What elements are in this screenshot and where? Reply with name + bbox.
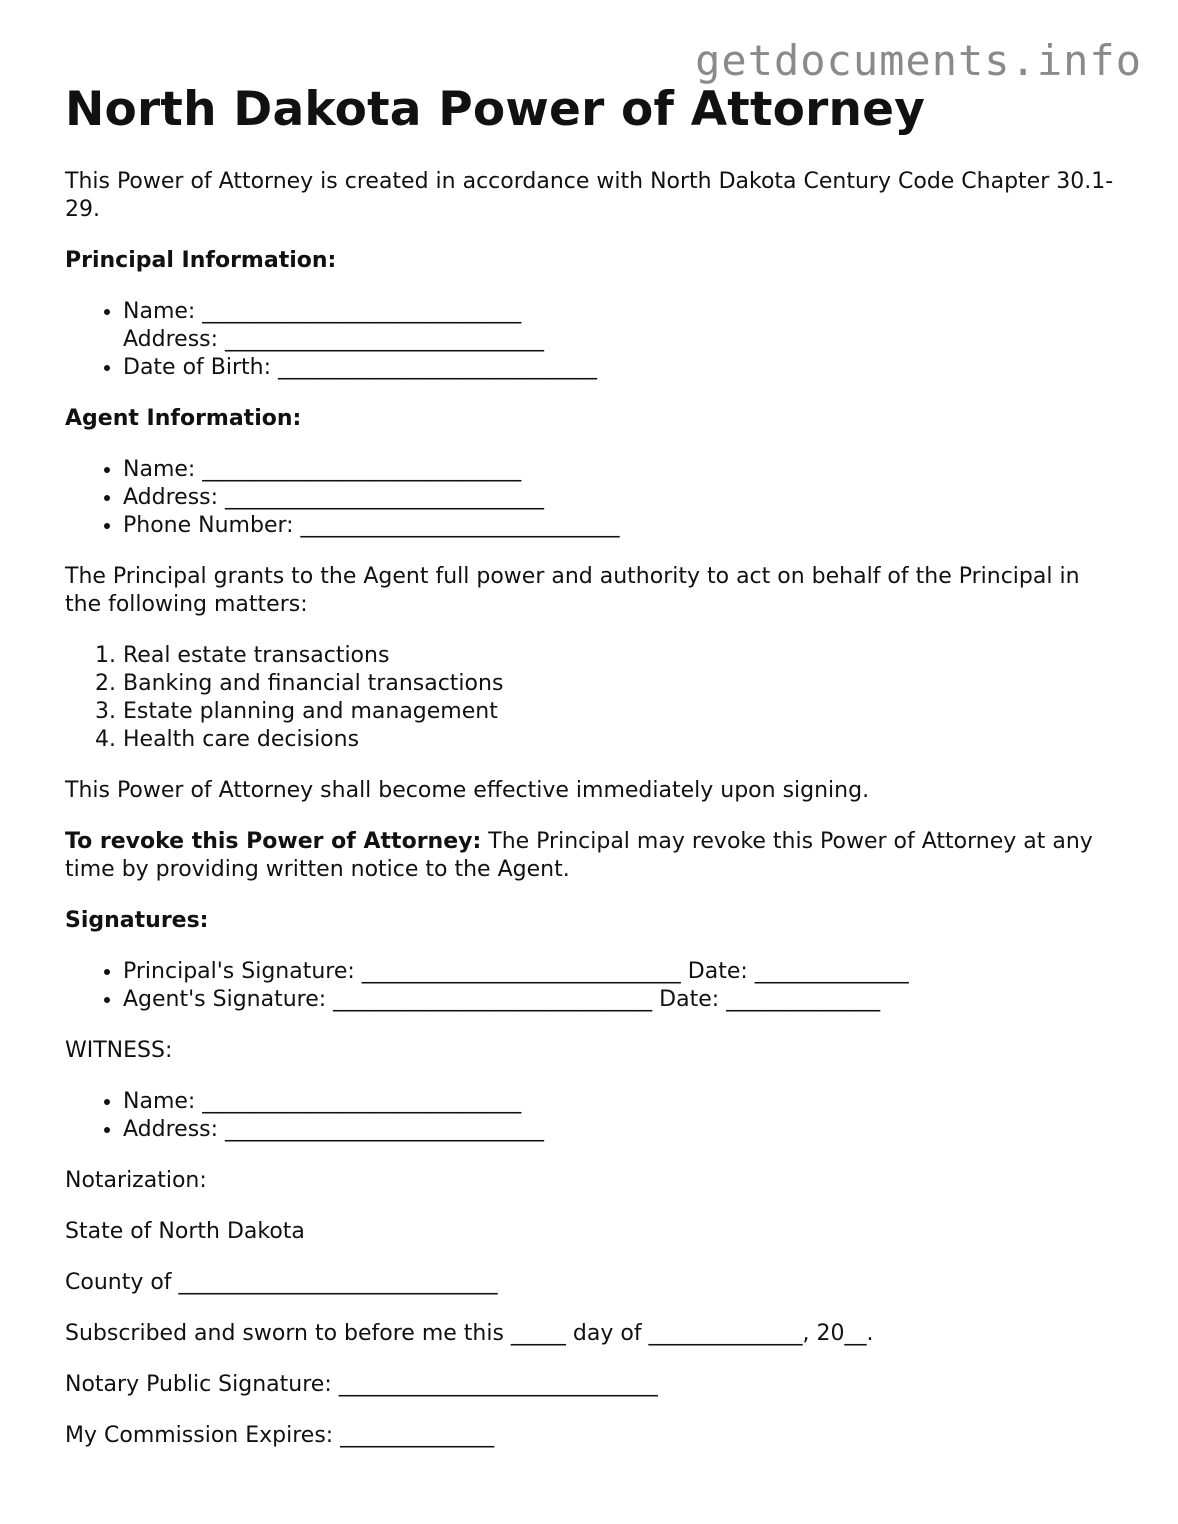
revoke-text: The Principal may revoke this Power of Attorney at any time by providing written notice to the Agent. [65,829,1093,882]
principal-signature-line: • Principal's Signature: _____________________________ Date: ______________ [123,958,1115,986]
watermark: getdocuments.info [695,36,1142,85]
matter-item: 2. Banking and financial transactions [123,670,1115,698]
witness-name-field: • Name: _____________________________ [123,1088,1115,1116]
agent-info-list [65,456,1115,540]
witness-heading: WITNESS: [65,1038,173,1063]
matter-item: 4. Health care decisions [123,726,1115,754]
revoke-label: To revoke this Power of Attorney: [65,829,482,854]
agent-heading: Agent Information: [65,406,302,431]
notary-sworn-line: Subscribed and sworn to before me this _____ day of ______________, 20__. [65,1321,874,1346]
matters-list [65,642,1115,754]
document-body [65,82,1115,1473]
principal-address-text: Address: _____________________________ [123,327,545,352]
signatures-list [65,958,1115,1014]
intro-paragraph: This Power of Attorney is created in accordance with North Dakota Century Code Chapter 30.1-29. [65,169,1114,222]
matter-item: 3. Estate planning and management [123,698,1115,726]
matter-item: 1. Real estate transactions [123,642,1115,670]
grant-paragraph: The Principal grants to the Agent full power and authority to act on behalf of the Principal in the following matters: [65,564,1080,617]
document-title: North Dakota Power of Attorney [65,82,926,137]
effective-paragraph: This Power of Attorney shall become effective immediately upon signing. [65,778,870,803]
revoke-paragraph [65,828,1115,884]
agent-phone-field: • Phone Number: _____________________________ [123,512,1115,540]
agent-address-field: • Address: _____________________________ [123,484,1115,512]
witness-address-field: • Address: _____________________________ [123,1116,1115,1144]
signatures-heading: Signatures: [65,908,209,933]
principal-name-field [123,298,1115,354]
agent-signature-line: • Agent's Signature: _____________________________ Date: ______________ [123,986,1115,1014]
principal-info-list [65,298,1115,382]
notary-state: State of North Dakota [65,1219,305,1244]
principal-heading: Principal Information: [65,248,337,273]
notary-commission-line: My Commission Expires: ______________ [65,1423,495,1448]
witness-list [65,1088,1115,1144]
agent-name-field: • Name: _____________________________ [123,456,1115,484]
notary-county: County of _____________________________ [65,1270,498,1295]
notary-signature-line: Notary Public Signature: _____________________________ [65,1372,658,1397]
notarization-heading: Notarization: [65,1168,207,1193]
principal-dob-field: • Date of Birth: _____________________________ [123,354,1115,382]
principal-name-text: Name: _____________________________ [123,299,522,324]
